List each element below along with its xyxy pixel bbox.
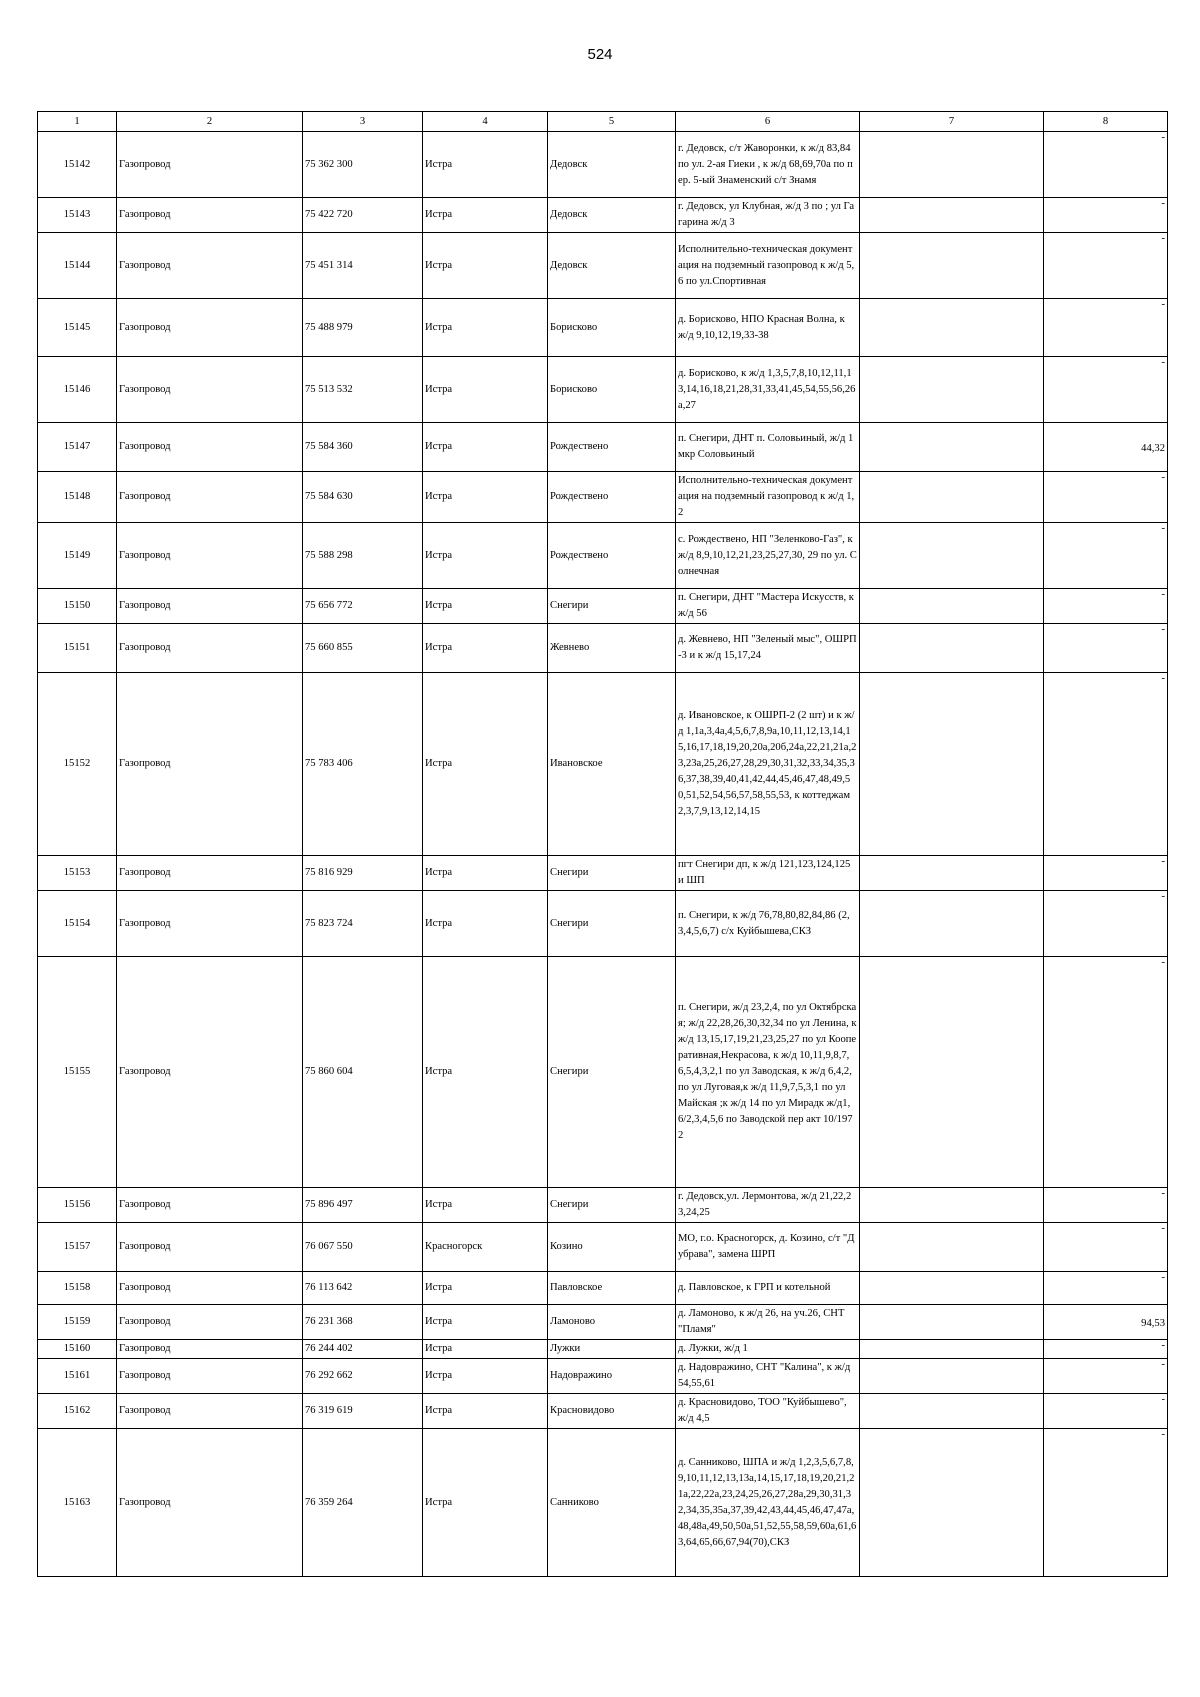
address-description-text: Исполнительно-техническая документация на подземный газопровод к ж/д 5,6 по ул.Спортивная (678, 243, 855, 287)
column-header: 5 (548, 112, 676, 132)
address-description (676, 1305, 860, 1340)
address-description (676, 589, 860, 624)
record-number: 15153 (38, 856, 117, 891)
object-code: 76 231 368 (303, 1305, 423, 1340)
record-number: 15145 (38, 299, 117, 357)
column-7-cell (860, 523, 1044, 589)
column-7-cell (860, 1429, 1044, 1577)
record-number: 15156 (38, 1188, 117, 1223)
object-code: 75 488 979 (303, 299, 423, 357)
record-number: 15155 (38, 957, 117, 1188)
district: Истра (423, 472, 548, 523)
column-7-cell (860, 1340, 1044, 1359)
record-number: 15144 (38, 233, 117, 299)
district: Истра (423, 132, 548, 198)
district: Истра (423, 589, 548, 624)
district: Истра (423, 673, 548, 856)
column-7-cell (860, 856, 1044, 891)
column-8-cell (1044, 233, 1168, 299)
table-header-row (38, 112, 1168, 132)
district: Истра (423, 1272, 548, 1305)
empty-value-mark: - (1161, 233, 1165, 244)
address-description-text: п. Снегири, ж/д 23,2,4, по ул Октябрская; ж/д 22,28,26,30,32,34 по ул Ленина, к ж/д 13,15,17,19,21,23,25,27 по ул Кооперативная,Некрасова, к ж/д 10,11,9,8,7,6,5,4,3,2,1 по ул Заводская, к ж/д 6,4,2, по ул Луговая,к ж/д 11,9,7,5,3,1 по ул Майская ;к ж/д 14 по ул Мирадк ж/д1,6/2,3,4,5,6 по Заводской пер акт 10/1972 (678, 1002, 857, 1141)
object-type: Газопровод (117, 1272, 303, 1305)
object-type: Газопровод (117, 1340, 303, 1359)
object-type: Газопровод (117, 1394, 303, 1429)
column-7-cell (860, 233, 1044, 299)
object-type: Газопровод (117, 856, 303, 891)
address-description-text: п. Снегири, к ж/д 76,78,80,82,84,86 (2,3,4,5,6,7) с/х Куйбышева,СКЗ (678, 909, 850, 937)
object-code: 76 244 402 (303, 1340, 423, 1359)
record-number: 15163 (38, 1429, 117, 1577)
column-8-cell (1044, 1272, 1168, 1305)
empty-value-mark: - (1161, 299, 1165, 310)
locality: Красновидово (548, 1394, 676, 1429)
table-row (38, 132, 1168, 198)
column-8-cell (1044, 472, 1168, 523)
district: Красногорск (423, 1223, 548, 1272)
column-7-cell (860, 423, 1044, 472)
object-type: Газопровод (117, 357, 303, 423)
address-description (676, 472, 860, 523)
locality: Борисково (548, 299, 676, 357)
object-type: Газопровод (117, 299, 303, 357)
record-number: 15161 (38, 1359, 117, 1394)
object-code: 76 359 264 (303, 1429, 423, 1577)
district: Истра (423, 891, 548, 957)
column-header: 1 (38, 112, 117, 132)
district: Истра (423, 1188, 548, 1223)
locality: Ламоново (548, 1305, 676, 1340)
registry-table (37, 111, 1168, 1577)
column-7-cell (860, 1223, 1044, 1272)
object-type: Газопровод (117, 1223, 303, 1272)
object-code: 75 584 630 (303, 472, 423, 523)
table-row (38, 472, 1168, 523)
locality: Жевнево (548, 624, 676, 673)
column-header: 6 (676, 112, 860, 132)
object-code: 76 067 550 (303, 1223, 423, 1272)
table-row (38, 1394, 1168, 1429)
empty-value-mark: - (1161, 589, 1165, 600)
address-description (676, 624, 860, 673)
column-8-cell (1044, 1429, 1168, 1577)
district: Истра (423, 423, 548, 472)
district: Истра (423, 357, 548, 423)
district: Истра (423, 624, 548, 673)
column-8-cell (1044, 357, 1168, 423)
object-type: Газопровод (117, 198, 303, 233)
locality: Санниково (548, 1429, 676, 1577)
record-number: 15159 (38, 1305, 117, 1340)
object-type: Газопровод (117, 472, 303, 523)
table-row (38, 233, 1168, 299)
record-number: 15157 (38, 1223, 117, 1272)
column-8-cell (1044, 1305, 1168, 1340)
empty-value-mark: - (1161, 472, 1165, 483)
record-number: 15146 (38, 357, 117, 423)
locality: Дедовск (548, 132, 676, 198)
address-description (676, 423, 860, 472)
column-8-cell (1044, 1359, 1168, 1394)
object-type: Газопровод (117, 589, 303, 624)
column-7-cell (860, 673, 1044, 856)
column-8-cell (1044, 198, 1168, 233)
address-description-text: д. Санниково, ШПА и ж/д 1,2,3,5,6,7,8,9,10,11,12,13,13а,14,15,17,18,19,20,21,21а,22,22а,23,24,25,26,27,28а,29,30,31,32,34,35,35а,37,39,42,43,44,45,46,47,47а,48,48а,49,50,50а,51,52,55,58,59,60а,61,63,64,65,66,67,94(70),СКЗ (678, 1456, 857, 1548)
record-number: 15158 (38, 1272, 117, 1305)
empty-value-mark: - (1161, 891, 1165, 902)
address-description (676, 299, 860, 357)
column-7-cell (860, 472, 1044, 523)
object-code: 75 513 532 (303, 357, 423, 423)
empty-value-mark: - (1161, 624, 1165, 635)
empty-value-mark: - (1161, 1188, 1165, 1199)
district: Истра (423, 957, 548, 1188)
object-type: Газопровод (117, 1429, 303, 1577)
address-description (676, 132, 860, 198)
column-8-cell (1044, 299, 1168, 357)
column-7-cell (860, 589, 1044, 624)
address-description (676, 856, 860, 891)
object-code: 75 588 298 (303, 523, 423, 589)
object-code: 76 113 642 (303, 1272, 423, 1305)
object-code: 75 860 604 (303, 957, 423, 1188)
object-code: 75 422 720 (303, 198, 423, 233)
table-row (38, 1429, 1168, 1577)
district: Истра (423, 523, 548, 589)
address-description (676, 233, 860, 299)
column-8-cell (1044, 1340, 1168, 1359)
empty-value-mark: - (1161, 357, 1165, 368)
record-number: 15162 (38, 1394, 117, 1429)
district: Истра (423, 1394, 548, 1429)
address-description (676, 957, 860, 1188)
object-type: Газопровод (117, 1359, 303, 1394)
address-description (676, 891, 860, 957)
object-code: 75 584 360 (303, 423, 423, 472)
record-number: 15147 (38, 423, 117, 472)
locality: Надовражино (548, 1359, 676, 1394)
column-7-cell (860, 624, 1044, 673)
empty-value-mark: - (1161, 1272, 1165, 1283)
column-7-cell (860, 132, 1044, 198)
address-description (676, 198, 860, 233)
object-code: 75 783 406 (303, 673, 423, 856)
address-description-text: д. Лужки, ж/д 1 (678, 1343, 748, 1354)
column-8-cell (1044, 523, 1168, 589)
address-description-text: с. Рождествено, НП "Зеленково-Газ", к ж/д 8,9,10,12,21,23,25,27,30, 29 по ул. Солнечная (678, 533, 857, 577)
address-description (676, 1359, 860, 1394)
table-row (38, 856, 1168, 891)
record-number: 15151 (38, 624, 117, 673)
district: Истра (423, 1305, 548, 1340)
column-7-cell (860, 1359, 1044, 1394)
object-code: 75 362 300 (303, 132, 423, 198)
column-8-cell (1044, 673, 1168, 856)
address-description (676, 523, 860, 589)
object-type: Газопровод (117, 1188, 303, 1223)
address-description (676, 1223, 860, 1272)
table-row (38, 1223, 1168, 1272)
column-8-value: 94,53 (1141, 1318, 1165, 1329)
address-description (676, 1340, 860, 1359)
table-row (38, 624, 1168, 673)
object-type: Газопровод (117, 673, 303, 856)
locality: Лужки (548, 1340, 676, 1359)
district: Истра (423, 856, 548, 891)
address-description (676, 1429, 860, 1577)
column-8-cell (1044, 1188, 1168, 1223)
object-type: Газопровод (117, 233, 303, 299)
column-8-cell (1044, 589, 1168, 624)
address-description-text: д. Красновидово, ТОО "Куйбышево", ж/д 4,5 (678, 1397, 847, 1424)
locality: Снегири (548, 589, 676, 624)
column-8-cell (1044, 423, 1168, 472)
address-description-text: д. Жевнево, НП "Зеленый мыс", ОШРП-3 и к ж/д 15,17,24 (678, 634, 857, 661)
address-description-text: МО, г.о. Красногорск, д. Козино, с/т "Дубрава", замена ШРП (678, 1233, 855, 1260)
locality: Рождествено (548, 423, 676, 472)
object-code: 76 319 619 (303, 1394, 423, 1429)
column-8-cell (1044, 957, 1168, 1188)
locality: Снегири (548, 856, 676, 891)
empty-value-mark: - (1161, 523, 1165, 534)
table-row (38, 198, 1168, 233)
table-row (38, 891, 1168, 957)
column-7-cell (860, 357, 1044, 423)
table-row (38, 589, 1168, 624)
address-description-text: д. Борисково, НПО Красная Волна, к ж/д 9,10,12,19,33-38 (678, 313, 845, 341)
address-description (676, 1188, 860, 1223)
empty-value-mark: - (1161, 1359, 1165, 1370)
district: Истра (423, 1359, 548, 1394)
record-number: 15152 (38, 673, 117, 856)
column-header: 7 (860, 112, 1044, 132)
column-8-cell (1044, 856, 1168, 891)
empty-value-mark: - (1161, 673, 1165, 684)
address-description (676, 1272, 860, 1305)
column-7-cell (860, 1394, 1044, 1429)
object-code: 75 660 855 (303, 624, 423, 673)
locality: Рождествено (548, 523, 676, 589)
address-description-text: пгт Снегири дп, к ж/д 121,123,124,125 и ШП (678, 859, 851, 886)
table-row (38, 957, 1168, 1188)
column-7-cell (860, 1188, 1044, 1223)
column-7-cell (860, 198, 1044, 233)
table-row (38, 1272, 1168, 1305)
column-7-cell (860, 957, 1044, 1188)
district: Истра (423, 299, 548, 357)
object-code: 75 451 314 (303, 233, 423, 299)
object-code: 75 656 772 (303, 589, 423, 624)
address-description-text: г. Дедовск, с/т Жаворонки, к ж/д 83,84 по ул. 2-ая Гиеки , к ж/д 68,69,70а по пер. 5-ый Знаменский с/т Знамя (678, 142, 853, 186)
object-type: Газопровод (117, 891, 303, 957)
district: Истра (423, 198, 548, 233)
address-description-text: п. Снегири, ДНТ п. Соловьиный, ж/д 1 мкр Соловьиный (678, 433, 854, 460)
column-8-value: 44,32 (1141, 443, 1165, 454)
empty-value-mark: - (1161, 856, 1165, 867)
record-number: 15150 (38, 589, 117, 624)
empty-value-mark: - (1161, 132, 1165, 143)
record-number: 15154 (38, 891, 117, 957)
address-description-text: д. Борисково, к ж/д 1,3,5,7,8,10,12,11,13,14,16,18,21,28,31,33,41,45,54,55,56,26а,27 (678, 367, 856, 411)
column-7-cell (860, 891, 1044, 957)
locality: Дедовск (548, 198, 676, 233)
locality: Борисково (548, 357, 676, 423)
object-code: 75 896 497 (303, 1188, 423, 1223)
address-description-text: Исполнительно-техническая документация на подземный газопровод к ж/д 1,2 (678, 475, 855, 518)
column-header: 2 (117, 112, 303, 132)
record-number: 15143 (38, 198, 117, 233)
address-description-text: г. Дедовск, ул Клубная, ж/д 3 по ; ул Гагарина ж/д 3 (678, 201, 855, 228)
empty-value-mark: - (1161, 1223, 1165, 1234)
locality: Дедовск (548, 233, 676, 299)
district: Истра (423, 1340, 548, 1359)
table-row (38, 673, 1168, 856)
locality: Козино (548, 1223, 676, 1272)
address-description-text: д. Павловское, к ГРП и котельной (678, 1282, 831, 1293)
object-type: Газопровод (117, 957, 303, 1188)
empty-value-mark: - (1161, 957, 1165, 968)
empty-value-mark: - (1161, 198, 1165, 209)
address-description-text: г. Дедовск,ул. Лермонтова, ж/д 21,22,23,24,25 (678, 1191, 852, 1218)
table-row (38, 357, 1168, 423)
record-number: 15148 (38, 472, 117, 523)
table-row (38, 1359, 1168, 1394)
address-description-text: п. Снегири, ДНТ "Мастера Искусств, к ж/д 56 (678, 592, 854, 619)
locality: Снегири (548, 1188, 676, 1223)
locality: Рождествено (548, 472, 676, 523)
table-row (38, 423, 1168, 472)
address-description (676, 1394, 860, 1429)
locality: Ивановское (548, 673, 676, 856)
column-header: 3 (303, 112, 423, 132)
table-row (38, 299, 1168, 357)
locality: Снегири (548, 891, 676, 957)
column-8-cell (1044, 624, 1168, 673)
address-description-text: д. Ивановское, к ОШРП-2 (2 шт) и к ж/д 1,1а,3,4а,4,5,6,7,8,9а,10,11,12,13,14,15,16,17,18,19,20,20а,20б,24а,22,21,21а,23,23а,25,26,27,28,29,30,31,32,33,34,35,36,37,38,39,40,41,42,44,45,46,47,48,49,50,51,52,54,56,57,58,55,53, к коттеджам 2,3,7,9,13,12,14,15 (678, 710, 857, 817)
table-row (38, 523, 1168, 589)
column-header: 4 (423, 112, 548, 132)
column-7-cell (860, 1305, 1044, 1340)
district: Истра (423, 233, 548, 299)
empty-value-mark: - (1161, 1340, 1165, 1351)
table-row (38, 1188, 1168, 1223)
object-type: Газопровод (117, 132, 303, 198)
column-7-cell (860, 299, 1044, 357)
object-code: 75 823 724 (303, 891, 423, 957)
district: Истра (423, 1429, 548, 1577)
column-header: 8 (1044, 112, 1168, 132)
column-7-cell (860, 1272, 1044, 1305)
locality: Павловское (548, 1272, 676, 1305)
empty-value-mark: - (1161, 1394, 1165, 1405)
object-code: 76 292 662 (303, 1359, 423, 1394)
locality: Снегири (548, 957, 676, 1188)
column-8-cell (1044, 1394, 1168, 1429)
record-number: 15149 (38, 523, 117, 589)
object-type: Газопровод (117, 1305, 303, 1340)
record-number: 15142 (38, 132, 117, 198)
table-row (38, 1340, 1168, 1359)
address-description-text: д. Надовражино, СНТ "Калина", к ж/д 54,55,61 (678, 1362, 851, 1389)
empty-value-mark: - (1161, 1429, 1165, 1440)
record-number: 15160 (38, 1340, 117, 1359)
object-type: Газопровод (117, 523, 303, 589)
column-8-cell (1044, 1223, 1168, 1272)
object-code: 75 816 929 (303, 856, 423, 891)
address-description-text: д. Ламоново, к ж/д 26, на уч.26, СНТ "Пламя" (678, 1308, 845, 1335)
column-8-cell (1044, 132, 1168, 198)
table-row (38, 1305, 1168, 1340)
object-type: Газопровод (117, 423, 303, 472)
address-description (676, 357, 860, 423)
page-number: 524 (587, 46, 613, 63)
address-description (676, 673, 860, 856)
object-type: Газопровод (117, 624, 303, 673)
column-8-cell (1044, 891, 1168, 957)
